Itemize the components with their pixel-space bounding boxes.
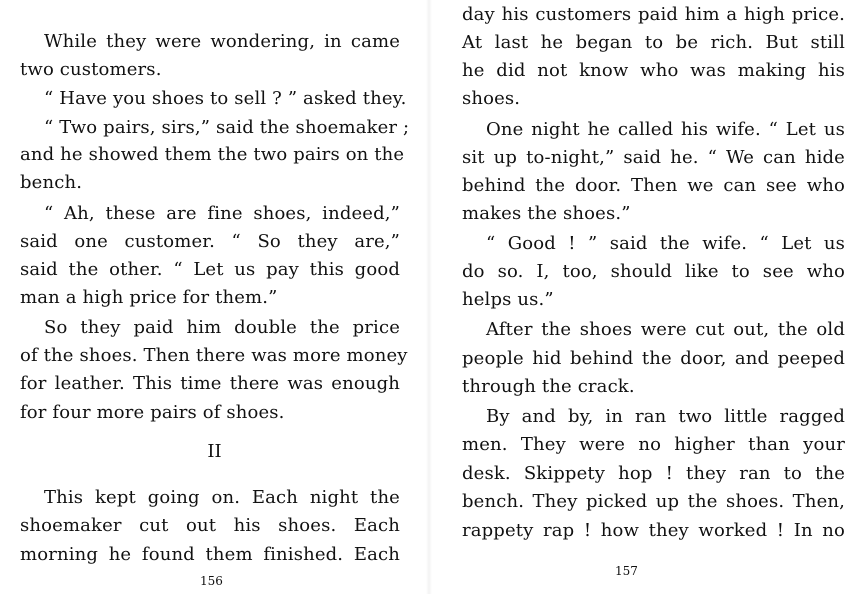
- text-line: day his customers paid him a high price.: [462, 4, 845, 25]
- text-line: By and by, in ran two little ragged: [486, 406, 845, 427]
- text-line: behind the door. Then we can see who: [462, 175, 845, 196]
- text-line: One night he called his wife. “ Let us: [486, 119, 845, 140]
- text-line: After the shoes were cut out, the old: [486, 319, 845, 340]
- text-line: do so. I, too, should like to see who: [462, 261, 845, 282]
- text-line: and he showed them the two pairs on the: [20, 144, 405, 165]
- text-line: “ Good ! ” said the wife. “ Let us: [486, 233, 845, 254]
- page-number: 157: [615, 564, 638, 578]
- text-line: of the shoes. Then there was more money: [20, 345, 408, 366]
- text-line: makes the shoes.”: [462, 203, 631, 224]
- text-line: This kept going on. Each night the: [44, 487, 400, 508]
- text-line: people hid behind the door, and peeped: [462, 348, 845, 369]
- text-line: helps us.”: [462, 289, 554, 310]
- text-line: for four more pairs of shoes.: [20, 402, 285, 423]
- text-line: At last he began to be rich. But still: [462, 32, 845, 53]
- text-line: men. They were no higher than your: [462, 434, 845, 455]
- text-line: “ Ah, these are fine shoes, indeed,”: [44, 203, 400, 224]
- section-heading: II: [207, 441, 222, 462]
- text-line: for leather. This time there was enough: [20, 373, 400, 394]
- right-page: [429, 0, 858, 594]
- text-line: desk. Skippety hop ! they ran to the: [462, 463, 845, 484]
- text-line: said the other. “ Let us pay this good: [20, 259, 400, 280]
- text-line: shoemaker cut out his shoes. Each: [20, 515, 400, 536]
- text-line: “ Two pairs, sirs,” said the shoemaker ;: [44, 117, 410, 138]
- text-line: While they were wondering, in came: [44, 31, 400, 52]
- text-line: said one customer. “ So they are,”: [20, 231, 400, 252]
- text-line: two customers.: [20, 59, 162, 80]
- text-line: bench.: [20, 172, 83, 193]
- text-line: “ Have you shoes to sell ? ” asked they.: [44, 88, 407, 109]
- text-line: So they paid him double the price: [44, 317, 400, 338]
- text-line: he did not know who was making his: [462, 60, 845, 81]
- text-line: morning he found them finished. Each: [20, 544, 400, 565]
- text-line: rappety rap ! how they worked ! In no: [462, 520, 845, 541]
- page-number: 156: [200, 574, 223, 588]
- text-line: sit up to-night,” said he. “ We can hide: [462, 147, 845, 168]
- text-line: man a high price for them.”: [20, 287, 278, 308]
- text-line: through the crack.: [462, 376, 635, 397]
- text-line: bench. They picked up the shoes. Then,: [462, 491, 845, 512]
- text-line: shoes.: [462, 88, 521, 109]
